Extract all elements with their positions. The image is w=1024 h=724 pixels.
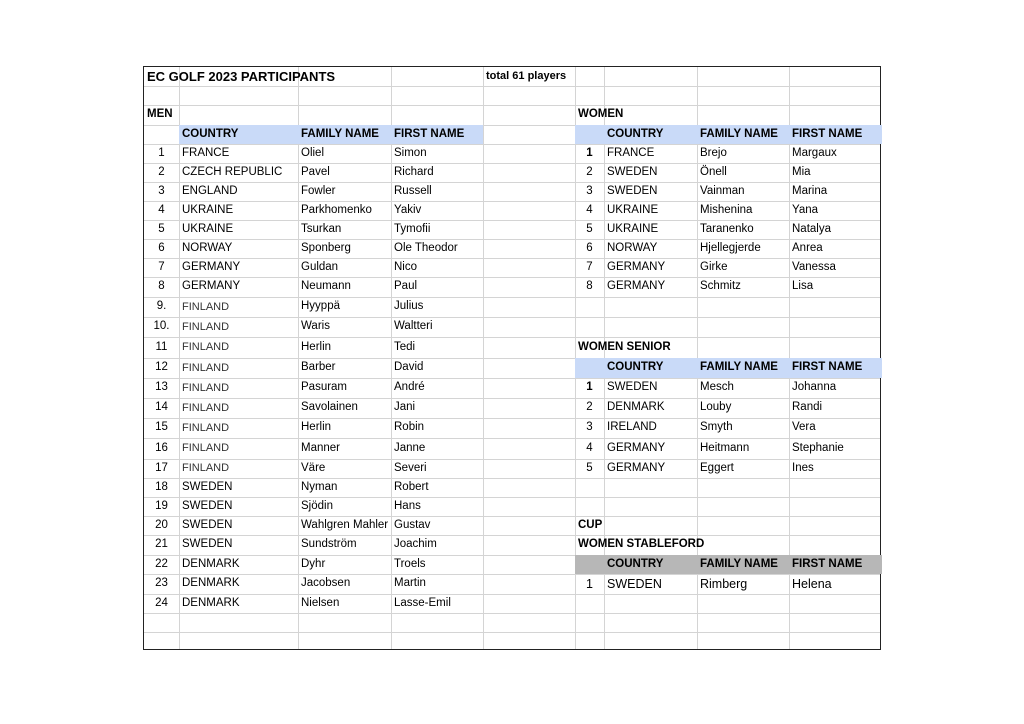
women-row-number: 2 xyxy=(586,165,593,178)
women-senior-row-first-name: Vera xyxy=(792,421,816,434)
men-row-country: FINLAND xyxy=(182,341,230,353)
women-row-number: 7 xyxy=(586,260,593,273)
women-stableford-row-first-name: Helena xyxy=(792,576,832,591)
men-row-first-name: Tedi xyxy=(394,340,416,353)
women-senior-row-number: 5 xyxy=(586,461,593,474)
men-row-country: ENGLAND xyxy=(182,184,238,197)
men-row-first-name: Waltteri xyxy=(394,320,433,333)
men-row-country: NORWAY xyxy=(182,241,233,254)
men-row-family-name: Herlin xyxy=(301,340,332,353)
women-senior-row-number: 4 xyxy=(586,441,593,454)
men-row-first-name: Robin xyxy=(394,421,425,434)
men-row-family-name: Hyyppä xyxy=(301,300,340,313)
women-family-name-header: FAMILY NAME xyxy=(700,127,778,140)
men-row-number: 19 xyxy=(155,499,168,512)
women-row-country: GERMANY xyxy=(607,260,666,273)
men-row-family-name: Wahlgren Mahler xyxy=(301,518,389,531)
men-row-country: FINLAND xyxy=(182,442,230,454)
men-row-first-name: Richard xyxy=(394,165,434,178)
men-row-family-name: Dyhr xyxy=(301,557,326,570)
women-row-first-name: Natalya xyxy=(792,222,831,235)
men-row-first-name: Yakiv xyxy=(394,203,422,216)
women-row-first-name: Yana xyxy=(792,203,819,216)
women-first-name-header: FIRST NAME xyxy=(792,127,863,140)
women-senior-row-country: GERMANY xyxy=(607,461,666,474)
women-row-country: GERMANY xyxy=(607,280,666,293)
men-row-first-name: Lasse-Emil xyxy=(394,596,451,609)
women-senior-row-number: 3 xyxy=(586,421,593,434)
men-row-number: 8 xyxy=(158,280,165,293)
women-senior-row-country: DENMARK xyxy=(607,401,665,414)
men-row-first-name: Robert xyxy=(394,480,429,493)
men-row-family-name: Nyman xyxy=(301,480,338,493)
women-row-first-name: Margaux xyxy=(792,146,837,159)
men-row-first-name: Russell xyxy=(394,184,432,197)
men-row-family-name: Fowler xyxy=(301,184,336,197)
women-senior-first-name-header: FIRST NAME xyxy=(792,361,863,374)
women-senior-row-number: 2 xyxy=(586,401,593,414)
women-senior-row-country: SWEDEN xyxy=(607,381,658,394)
women-row-family-name: Schmitz xyxy=(700,280,741,293)
women-senior-row-country: IRELAND xyxy=(607,421,657,434)
women-row-number: 1 xyxy=(586,146,593,159)
men-row-first-name: Martin xyxy=(394,577,426,590)
women-row-family-name: Mishenina xyxy=(700,203,753,216)
men-row-first-name: Julius xyxy=(394,300,424,313)
men-row-country: FINLAND xyxy=(182,381,230,394)
women-senior-row-first-name: Stephanie xyxy=(792,441,844,454)
men-row-country: DENMARK xyxy=(182,577,240,590)
men-row-country: SWEDEN xyxy=(182,499,233,512)
men-row-family-name: Sundström xyxy=(301,538,357,551)
men-row-first-name: Janne xyxy=(394,441,426,454)
women-row-country: SWEDEN xyxy=(607,184,658,197)
men-row-country: FINLAND xyxy=(182,401,230,414)
women-senior-row-family-name: Heitmann xyxy=(700,441,750,454)
men-row-family-name: Tsurkan xyxy=(301,222,342,235)
men-row-first-name: Hans xyxy=(394,499,421,512)
men-row-country: SWEDEN xyxy=(182,538,233,551)
women-row-number: 5 xyxy=(586,222,593,235)
men-row-country: CZECH REPUBLIC xyxy=(182,165,283,178)
women-senior-row-country: GERMANY xyxy=(607,441,666,454)
men-row-first-name: Nico xyxy=(394,260,418,273)
men-row-number: 11 xyxy=(155,340,168,353)
women-row-family-name: Önell xyxy=(700,165,727,178)
men-row-number: 10. xyxy=(153,320,170,333)
cup-section-label: CUP xyxy=(578,518,603,531)
women-senior-row-first-name: Randi xyxy=(792,401,823,414)
men-row-first-name: Jani xyxy=(394,401,416,414)
women-senior-row-family-name: Louby xyxy=(700,401,732,414)
men-row-family-name: Parkhomenko xyxy=(301,203,372,216)
men-row-country: FINLAND xyxy=(182,462,230,474)
men-row-country: DENMARK xyxy=(182,557,240,570)
women-row-first-name: Marina xyxy=(792,184,828,197)
men-row-first-name: Severi xyxy=(394,461,427,474)
men-row-number: 22 xyxy=(155,557,168,570)
women-senior-section-label: WOMEN SENIOR xyxy=(578,340,671,353)
men-row-first-name: Paul xyxy=(394,280,418,293)
women-stableford-row-family-name: Rimberg xyxy=(700,576,748,591)
men-row-country: FRANCE xyxy=(182,146,230,159)
men-row-country: SWEDEN xyxy=(182,480,233,493)
men-row-number: 5 xyxy=(158,222,165,235)
women-row-country: SWEDEN xyxy=(607,165,658,178)
men-row-number: 13 xyxy=(155,381,168,394)
men-row-country: FINLAND xyxy=(182,421,230,434)
women-section-label: WOMEN xyxy=(578,108,624,121)
men-row-first-name: Gustav xyxy=(394,518,431,531)
men-row-first-name: David xyxy=(394,361,424,374)
men-row-family-name: Herlin xyxy=(301,421,332,434)
men-row-family-name: Waris xyxy=(301,320,330,333)
women-senior-row-first-name: Ines xyxy=(792,461,814,474)
men-row-number: 7 xyxy=(158,260,165,273)
women-row-number: 4 xyxy=(586,203,593,216)
men-row-number: 17 xyxy=(155,461,168,474)
women-country-header: COUNTRY xyxy=(607,127,664,140)
men-row-family-name: Väre xyxy=(301,461,326,474)
men-row-country: DENMARK xyxy=(182,596,240,609)
women-stableford-row-number: 1 xyxy=(586,576,593,591)
women-senior-country-header: COUNTRY xyxy=(607,361,664,374)
men-row-number: 16 xyxy=(155,441,168,454)
men-row-family-name: Oliel xyxy=(301,146,325,159)
men-row-number: 15 xyxy=(155,421,168,434)
men-row-family-name: Manner xyxy=(301,441,340,454)
women-senior-row-family-name: Smyth xyxy=(700,421,733,434)
men-row-country: GERMANY xyxy=(182,280,241,293)
women-row-number: 6 xyxy=(586,241,593,254)
women-row-family-name: Girke xyxy=(700,260,728,273)
men-row-first-name: André xyxy=(394,381,425,394)
women-row-family-name: Hjellegjerde xyxy=(700,241,761,254)
men-country-header: COUNTRY xyxy=(182,127,239,140)
men-row-family-name: Jacobsen xyxy=(301,577,351,590)
women-row-country: UKRAINE xyxy=(607,222,659,235)
men-row-country: GERMANY xyxy=(182,260,241,273)
women-row-family-name: Vainman xyxy=(700,184,745,197)
men-row-first-name: Ole Theodor xyxy=(394,241,458,254)
men-row-country: FINLAND xyxy=(182,320,230,333)
men-row-family-name: Guldan xyxy=(301,260,339,273)
men-row-number: 21 xyxy=(155,538,168,551)
men-first-name-header: FIRST NAME xyxy=(394,127,465,140)
women-senior-row-first-name: Johanna xyxy=(792,381,837,394)
total-players: total 61 players xyxy=(486,70,567,82)
men-row-country: FINLAND xyxy=(182,300,230,313)
men-row-first-name: Troels xyxy=(394,557,426,570)
men-row-number: 18 xyxy=(155,480,168,493)
women-row-number: 8 xyxy=(586,280,593,293)
women-stableford-country-header: COUNTRY xyxy=(607,557,664,570)
men-row-country: FINLAND xyxy=(182,361,230,374)
men-row-number: 1 xyxy=(158,146,165,159)
women-stableford-row-country: SWEDEN xyxy=(607,576,662,591)
men-family-name-header: FAMILY NAME xyxy=(301,127,379,140)
women-stableford-section-label: WOMEN STABLEFORD xyxy=(578,538,705,551)
men-row-first-name: Tymofii xyxy=(394,222,431,235)
men-row-number: 4 xyxy=(158,203,165,216)
men-row-family-name: Pavel xyxy=(301,165,330,178)
men-row-number: 9. xyxy=(156,300,167,313)
men-row-number: 23 xyxy=(155,577,168,590)
men-row-number: 2 xyxy=(158,165,165,178)
men-row-country: UKRAINE xyxy=(182,203,234,216)
women-row-country: FRANCE xyxy=(607,146,655,159)
women-row-number: 3 xyxy=(586,184,593,197)
men-row-country: SWEDEN xyxy=(182,518,233,531)
men-row-family-name: Sjödin xyxy=(301,499,333,512)
participants-sheet xyxy=(143,66,881,650)
men-row-family-name: Nielsen xyxy=(301,596,340,609)
women-row-country: UKRAINE xyxy=(607,203,659,216)
men-row-number: 12 xyxy=(155,361,168,374)
women-row-first-name: Lisa xyxy=(792,280,814,293)
women-senior-row-family-name: Mesch xyxy=(700,381,734,394)
women-row-family-name: Brejo xyxy=(700,146,727,159)
men-row-number: 14 xyxy=(155,401,168,414)
men-section-label: MEN xyxy=(147,108,173,121)
women-row-first-name: Mia xyxy=(792,165,811,178)
men-row-first-name: Joachim xyxy=(394,538,437,551)
women-stableford-family-name-header: FAMILY NAME xyxy=(700,557,778,570)
sheet-title: EC GOLF 2023 PARTICIPANTS xyxy=(147,69,336,84)
women-senior-family-name-header: FAMILY NAME xyxy=(700,361,778,374)
women-row-country: NORWAY xyxy=(607,241,658,254)
women-row-family-name: Taranenko xyxy=(700,222,754,235)
men-row-family-name: Sponberg xyxy=(301,241,351,254)
men-row-number: 6 xyxy=(158,241,165,254)
men-row-family-name: Pasuram xyxy=(301,381,348,394)
women-senior-row-family-name: Eggert xyxy=(700,461,734,474)
men-row-number: 20 xyxy=(155,518,168,531)
women-stableford-first-name-header: FIRST NAME xyxy=(792,557,863,570)
women-row-first-name: Vanessa xyxy=(792,260,836,273)
women-row-first-name: Anrea xyxy=(792,241,823,254)
men-row-family-name: Neumann xyxy=(301,280,351,293)
men-row-number: 3 xyxy=(158,184,165,197)
men-row-number: 24 xyxy=(155,596,168,609)
men-row-country: UKRAINE xyxy=(182,222,234,235)
men-row-first-name: Simon xyxy=(394,146,427,159)
men-row-family-name: Savolainen xyxy=(301,401,358,414)
women-senior-row-number: 1 xyxy=(586,381,593,394)
men-row-family-name: Barber xyxy=(301,361,336,374)
